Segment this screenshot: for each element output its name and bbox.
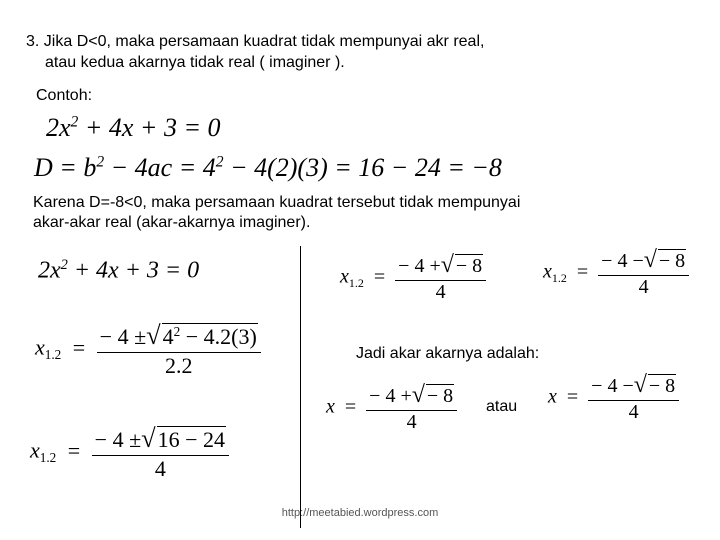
example-equation: [46, 113, 221, 143]
a2-numerator: [588, 372, 679, 400]
answer-label: Jadi akar akarnya adalah:: [356, 345, 540, 362]
r1-denominator: 4: [395, 280, 486, 304]
a1-sqrt: √: [411, 382, 425, 408]
r1-sqrt: √: [440, 252, 454, 278]
s1-var: x: [35, 334, 45, 360]
answer-x-plus: [326, 382, 457, 434]
disc-mid: − 4ac = 4: [110, 153, 216, 182]
s2-sqrt: √: [141, 423, 156, 453]
r2-denominator: 4: [598, 275, 689, 299]
s2-numerator: [92, 423, 229, 455]
r1-num-pre: − 4 +: [398, 255, 441, 277]
column-divider: [300, 246, 301, 528]
eq-coef: 2: [46, 113, 59, 142]
s1-rad-exp: 2: [173, 324, 181, 340]
right-x12-minus: [543, 247, 689, 299]
s1-fraction: [97, 320, 261, 379]
r2-sqrt: √: [643, 247, 657, 273]
s2-num-pre: − 4 ±: [94, 427, 142, 452]
s1-numerator: [97, 320, 261, 352]
r1-numerator: [395, 252, 486, 280]
r2-numerator: [598, 247, 689, 275]
or-label: atau: [486, 398, 518, 415]
right-x12-plus: [340, 252, 486, 304]
point-line-1: 3. Jika D<0, maka persamaan kuadrat tidak mempunyai akr real,: [26, 33, 485, 50]
r2-num-pre: − 4 −: [601, 250, 644, 272]
disc-rest: − 4(2)(3) = 16 − 24 = −8: [230, 153, 502, 182]
eq-exp: 2: [70, 113, 79, 131]
disc-lhs: D = b: [34, 153, 97, 182]
eq-rest: + 4x + 3 = 0: [84, 113, 221, 142]
conclusion-line-1: Karena D=-8<0, maka persamaan kuadrat tersebut tidak mempunyai: [33, 194, 521, 211]
s2-radicand: 16 − 24: [157, 427, 226, 452]
r2-eq: =: [576, 260, 589, 283]
r1-radicand: − 8: [455, 255, 483, 277]
a2-radicand: − 8: [648, 375, 676, 397]
a1-eq: =: [344, 395, 357, 418]
s2-fraction: [92, 423, 229, 482]
s2-eq: =: [67, 437, 81, 463]
r1-fraction: [395, 252, 486, 304]
point-line-2: atau kedua akarnya tidak real ( imaginer ).: [45, 54, 345, 71]
a2-eq: =: [566, 385, 579, 408]
a1-numerator: [366, 382, 457, 410]
r1-sub: 1.2: [348, 275, 364, 290]
s1-rad-b: − 4.2(3): [185, 324, 257, 349]
answer-x-minus: [548, 372, 679, 424]
left-eq-coef: 2: [38, 257, 50, 284]
discriminant-equation: [34, 153, 502, 183]
s2-var: x: [30, 437, 40, 463]
eq-var: x: [59, 113, 71, 142]
a2-denominator: 4: [588, 400, 679, 424]
s1-radicand: [162, 323, 258, 350]
r2-sub: 1.2: [551, 270, 567, 285]
s1-sqrt: √: [146, 320, 161, 350]
r2-var: x: [543, 260, 552, 283]
a1-var: x: [326, 395, 335, 418]
left-eq-exp: 2: [60, 257, 68, 273]
s1-denominator: 2.2: [97, 352, 261, 379]
conclusion-line-2: akar-akar real (akar-akarnya imaginer).: [33, 214, 311, 231]
r2-radicand: − 8: [658, 250, 686, 272]
example-label: Contoh:: [36, 87, 93, 104]
left-equation: [38, 257, 199, 285]
r2-fraction: [598, 247, 689, 299]
a1-denominator: 4: [366, 410, 457, 434]
s1-num-pre: − 4 ±: [99, 324, 147, 349]
a2-var: x: [548, 385, 557, 408]
s1-sub: 1.2: [44, 347, 62, 363]
a2-num-pre: − 4 −: [591, 375, 634, 397]
left-eq-rest: + 4x + 3 = 0: [73, 257, 200, 284]
r1-eq: =: [373, 265, 386, 288]
s2-denominator: 4: [92, 455, 229, 482]
a2-fraction: [588, 372, 679, 424]
a1-radicand: − 8: [426, 385, 454, 407]
s2-sub: 1.2: [39, 450, 57, 466]
a1-fraction: [366, 382, 457, 434]
left-step-2: [30, 423, 229, 482]
left-step-1: [35, 320, 261, 379]
left-eq-var: x: [50, 257, 61, 284]
r1-var: x: [340, 265, 349, 288]
a2-sqrt: √: [633, 372, 647, 398]
s1-eq: =: [72, 334, 86, 360]
disc-exp-2: 2: [215, 153, 224, 171]
disc-exp-1: 2: [96, 153, 105, 171]
a1-num-pre: − 4 +: [369, 385, 412, 407]
s1-rad-a: 4: [162, 324, 174, 349]
footer-url: http://meetabied.wordpress.com: [281, 507, 439, 519]
